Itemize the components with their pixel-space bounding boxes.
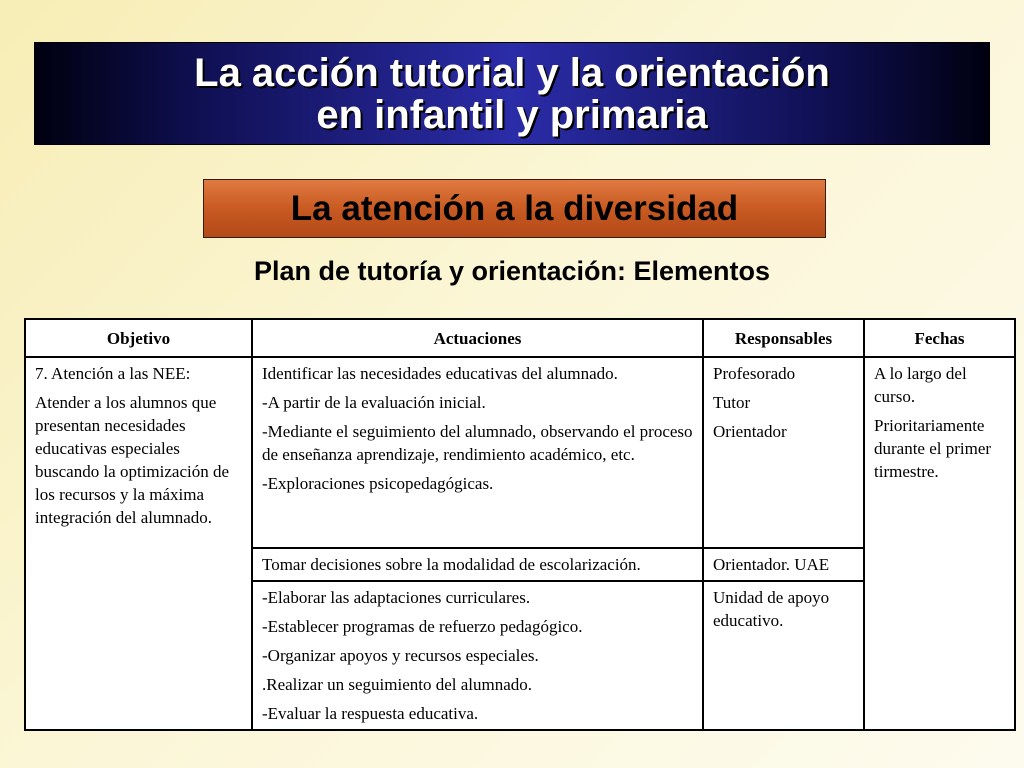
header-actuaciones: Actuaciones [252, 319, 703, 357]
actuacion-item: Identificar las necesidades educativas del alumnado. [262, 364, 618, 383]
subtitle-box [203, 179, 826, 238]
actuacion-item: -Establecer programas de refuerzo pedagógico. [262, 617, 583, 636]
responsable-item: Tutor [713, 393, 751, 412]
actuaciones-cell [252, 581, 703, 730]
actuacion-item: -A partir de la evaluación inicial. [262, 393, 486, 412]
header-fechas: Fechas [864, 319, 1015, 357]
title-line-1: La acción tutorial y la orientación [194, 50, 830, 95]
table-header-row [25, 319, 1015, 357]
responsables-cell [703, 548, 864, 581]
objetivo-title: 7. Atención a las NEE: [35, 364, 191, 383]
responsable-item: Profesorado [713, 364, 796, 383]
actuacion-item: -Exploraciones psicopedagógicas. [262, 474, 494, 493]
fechas-line-1: A lo largo del curso. [874, 364, 967, 406]
responsable-item: Orientador. UAE [713, 555, 830, 574]
objetivo-description: Atender a los alumnos que presentan necesidades educativas especiales buscando la optimización de los recursos y la máxima integración del alumnado. [35, 393, 230, 527]
actuaciones-cell [252, 548, 703, 581]
title-banner [34, 42, 990, 145]
actuacion-item: .Realizar un seguimiento del alumnado. [262, 675, 533, 694]
responsables-cell [703, 581, 864, 730]
title-line-2: en infantil y primaria [316, 92, 708, 137]
actuacion-item: -Elaborar las adaptaciones curriculares. [262, 588, 531, 607]
actuaciones-cell [252, 357, 703, 548]
objetivo-cell [25, 357, 252, 730]
actuacion-item: -Mediante el seguimiento del alumnado, observando el proceso de enseñanza aprendizaje, rendimiento académico, etc. [262, 422, 693, 464]
actuacion-item: -Evaluar la respuesta educativa. [262, 704, 479, 723]
responsable-item: Unidad de apoyo educativo. [713, 588, 830, 630]
fechas-line-2: Prioritariamente durante el primer tirmestre. [874, 416, 992, 481]
plan-heading: Plan de tutoría y orientación: Elementos [253, 256, 771, 286]
subtitle-text: La atención a la diversidad [290, 188, 739, 228]
actuacion-item: -Organizar apoyos y recursos especiales. [262, 646, 539, 665]
responsable-item: Orientador [713, 422, 787, 441]
header-objetivo: Objetivo [25, 319, 252, 357]
table-row [25, 357, 1015, 548]
fechas-cell [864, 357, 1015, 730]
responsables-cell [703, 357, 864, 548]
actuacion-item: Tomar decisiones sobre la modalidad de escolarización. [262, 555, 641, 574]
header-responsables: Responsables [703, 319, 864, 357]
plan-table [24, 318, 1016, 731]
